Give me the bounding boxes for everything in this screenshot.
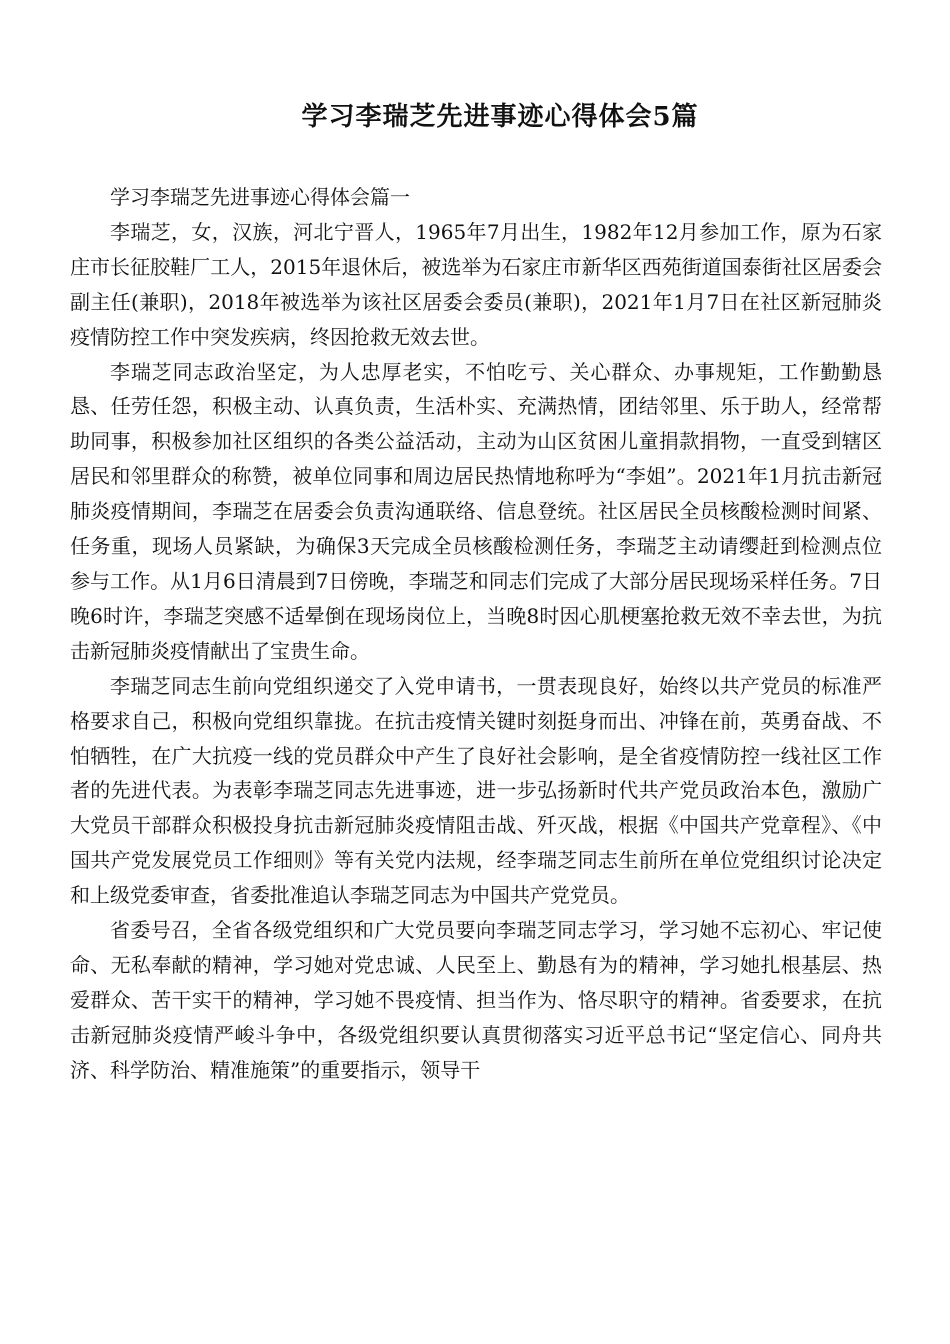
- paragraph-biography: 李瑞芝，女，汉族，河北宁晋人，1965年7月出生，1982年12月参加工作，原为石家庄市长征胶鞋厂工人，2015年退休后，被选举为石家庄市新华区西苑街道国泰街社区居委会副主任(兼职)，2018年被选举为该社区居委会委员(兼职)，2021年1月7日在社区新冠肺炎疫情防控工作中突发疾病，终因抢救无效去世。: [70, 219, 882, 349]
- section-heading: 学习李瑞芝先进事迹心得体会篇一: [110, 185, 410, 209]
- document-body: [70, 180, 882, 1088]
- paragraph-call-to-learn: 省委号召，全省各级党组织和广大党员要向李瑞芝同志学习，学习她不忘初心、牢记使命、无私奉献的精神，学习她对党忠诚、人民至上、勤恳有为的精神，学习她扎根基层、热爱群众、苦干实干的精神，学习她不畏疫情、担当作为、恪尽职守的精神。省委要求，在抗击新冠肺炎疫情严峻斗争中，各级党组织要认真贯彻落实习近平总书记“坚定信心、同舟共济、科学防治、精准施策”的重要指示，领导干: [70, 918, 882, 1082]
- document-title: 学习李瑞芝先进事迹心得体会5篇: [301, 102, 699, 132]
- paragraph-party-membership: 李瑞芝同志生前向党组织递交了入党申请书，一贯表现良好，始终以共产党员的标准严格要求自己，积极向党组织靠拢。在抗击疫情关键时刻挺身而出、冲锋在前，英勇奋战、不怕牺牲，在广大抗疫一线的党员群众中产生了良好社会影响，是全省疫情防控一线社区工作者的先进代表。为表彰李瑞芝同志先进事迹，进一步弘扬新时代共产党员政治本色，激励广大党员干部群众积极投身抗击新冠肺炎疫情阻击战、歼灭战，根据《中国共产党章程》、《中国共产党发展党员工作细则》等有关党内法规，经李瑞芝同志生前所在单位党组织讨论决定和上级党委审查，省委批准追认李瑞芝同志为中国共产党党员。: [70, 673, 882, 908]
- paragraph-deeds: 李瑞芝同志政治坚定，为人忠厚老实，不怕吃亏、关心群众、办事规矩，工作勤勤恳恳、任劳任怨，积极主动、认真负责，生活朴实、充满热情，团结邻里、乐于助人，经常帮助同事，积极参加社区组织的各类公益活动，主动为山区贫困儿童捐款捐物，一直受到辖区居民和邻里群众的称赞，被单位同事和周边居民热情地称呼为“李姐”。2021年1月抗击新冠肺炎疫情期间，李瑞芝在居委会负责沟通联络、信息登统。社区居民全员核酸检测时间紧、任务重，现场人员紧缺，为确保3天完成全员核酸检测任务，李瑞芝主动请缨赶到检测点位参与工作。从1月6日清晨到7日傍晚，李瑞芝和同志们完成了大部分居民现场采样任务。7日晚6时许，李瑞芝突感不适晕倒在现场岗位上，当晚8时因心肌梗塞抢救无效不幸去世，为抗击新冠肺炎疫情献出了宝贵生命。: [70, 359, 882, 663]
